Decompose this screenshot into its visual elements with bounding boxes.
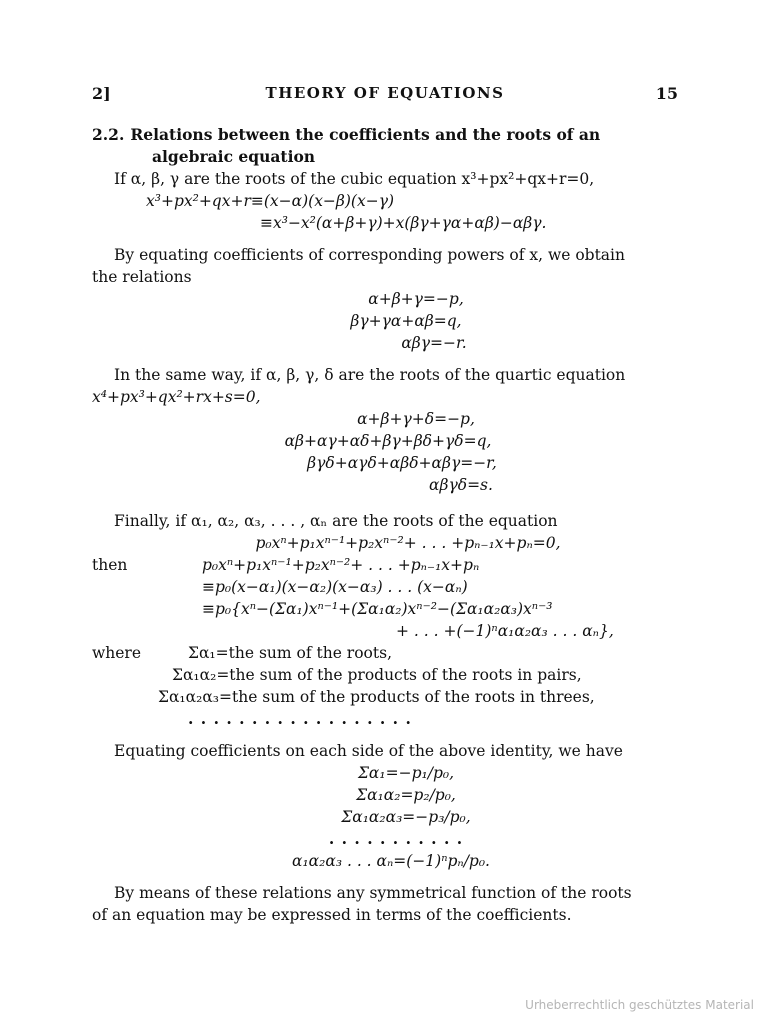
sum-relation-2: Σα₁α₂=p₂/p₀,: [356, 786, 456, 804]
section-title-line2: algebraic equation: [152, 147, 316, 166]
then-label: then: [92, 556, 128, 574]
quartic-relation-1: α+β+γ+δ=−p,: [357, 410, 475, 428]
where-definition-2: Σα₁α₂=the sum of the products of the roots in pairs,: [172, 666, 582, 684]
section-number: 2.2.: [92, 125, 125, 144]
sum-relation-3: Σα₁α₂α₃=−p₃/p₀,: [341, 808, 471, 826]
then-expression-3: ≡p₀{xⁿ−(Σα₁)xⁿ⁻¹+(Σα₁α₂)xⁿ⁻²−(Σα₁α₂α₃)xⁿ⁻³: [202, 600, 553, 618]
where-label: where: [92, 644, 142, 662]
sum-relation-last: α₁α₂α₃ . . . αₙ=(−1)ⁿpₙ/p₀.: [292, 852, 490, 870]
copyright-watermark: Urheberrechtlich geschütztes Material: [525, 998, 754, 1012]
closing-line-1: By means of these relations any symmetrical function of the roots: [114, 884, 632, 902]
ellipsis-row-1: . . . . . . . . . . . . . . . . . .: [188, 709, 412, 728]
finally-line: Finally, if α₁, α₂, α₃, . . . , αₙ are the roots of the equation: [114, 512, 558, 530]
relation-1: α+β+γ=−p,: [368, 290, 464, 308]
ellipsis-row-2: . . . . . . . . . . .: [328, 829, 464, 848]
running-header: [92, 84, 678, 108]
quartic-relation-4: αβγδ=s.: [429, 476, 493, 494]
general-equation: p₀xⁿ+p₁xⁿ⁻¹+p₂xⁿ⁻²+ . . . +pₙ₋₁x+pₙ=0,: [255, 534, 561, 552]
where-definition-3: Σα₁α₂α₃=the sum of the products of the roots in threes,: [158, 688, 595, 706]
quartic-equation: x⁴+px³+qx²+rx+s=0,: [92, 388, 261, 406]
sum-relation-1: Σα₁=−p₁/p₀,: [357, 764, 455, 782]
then-expression-1: p₀xⁿ+p₁xⁿ⁻¹+p₂xⁿ⁻²+ . . . +pₙ₋₁x+pₙ: [202, 556, 480, 574]
relation-3: αβγ=−r.: [401, 334, 467, 352]
equating-line-1: By equating coefficients of corresponding powers of x, we obtain: [114, 246, 625, 264]
relation-2: βγ+γα+αβ=q,: [350, 312, 462, 330]
page-body: [92, 124, 680, 926]
where-definition-1: Σα₁=the sum of the roots,: [188, 644, 392, 662]
chapter-marker: 2]: [92, 84, 111, 103]
quartic-line-1: In the same way, if α, β, γ, δ are the roots of the quartic equation: [114, 366, 626, 384]
where-row-1: [92, 642, 680, 664]
section-title-line1: Relations between the coefficients and the roots of an: [130, 125, 601, 144]
quartic-relation-3: βγδ+αγδ+αβδ+αβγ=−r,: [307, 454, 497, 472]
then-row: [92, 554, 680, 576]
page-title: THEORY OF EQUATIONS: [265, 84, 505, 102]
cubic-identity-2: ≡x³−x²(α+β+γ)+x(βγ+γα+αβ)−αβγ.: [260, 214, 547, 232]
equating-identity-line: Equating coefficients on each side of the above identity, we have: [114, 742, 623, 760]
section-heading: [92, 124, 680, 168]
then-expression-4: + . . . +(−1)ⁿα₁α₂α₃ . . . αₙ},: [396, 622, 614, 640]
page-number: 15: [655, 84, 678, 103]
equating-line-2: the relations: [92, 268, 192, 286]
cubic-intro: If α, β, γ are the roots of the cubic equation x³+px²+qx+r=0,: [114, 170, 595, 188]
cubic-identity-1: x³+px²+qx+r≡(x−α)(x−β)(x−γ): [146, 192, 395, 210]
closing-line-2: of an equation may be expressed in terms of the coefficients.: [92, 906, 572, 924]
quartic-relation-2: αβ+αγ+αδ+βγ+βδ+γδ=q,: [284, 432, 492, 450]
then-expression-2: ≡p₀(x−α₁)(x−α₂)(x−α₃) . . . (x−αₙ): [202, 578, 468, 596]
